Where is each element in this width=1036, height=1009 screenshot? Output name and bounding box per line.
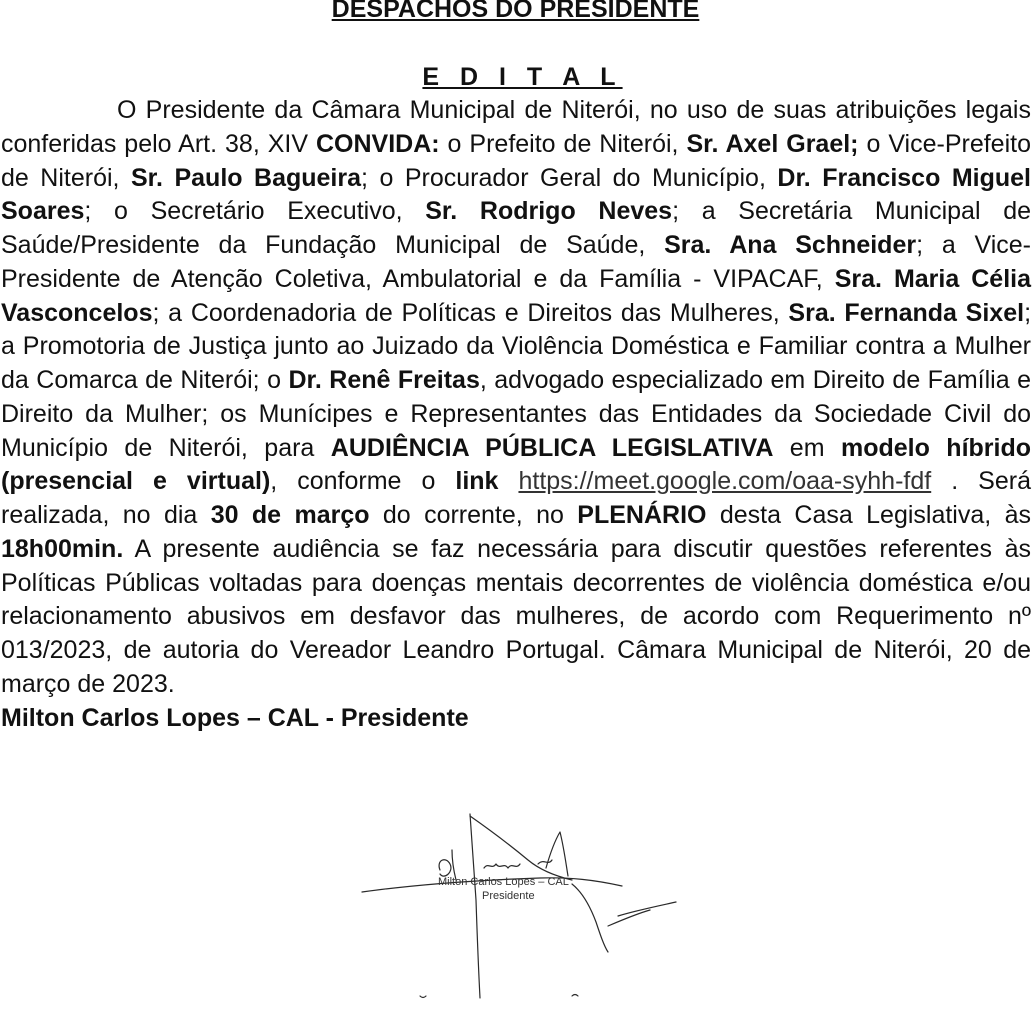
text-segment: . Será realizada, no dia [1,467,1031,529]
signature-block [360,810,690,1004]
text-segment: o Vice-Prefeito de Niterói, [1,129,1031,192]
meeting-link[interactable]: https://meet.google.com/oaa-syhh-fdf [518,467,932,496]
bold-segment: AUDIÊNCIA PÚBLICA LEGISLATIVA [330,433,774,462]
text-segment: , advogado especializado em Direito de Família e Direito da Mulher; os Munícipes e Representantes das Entidades da Sociedade Civil do Município de Niterói, para [1,366,1032,462]
closing-signatory: Milton Carlos Lopes – CAL - Presidente [1,703,469,732]
bold-segment: Sr. Axel Grael; [686,129,859,158]
edital-heading: E D I T A L [422,63,623,91]
bold-segment: modelo híbrido (presencial e virtual) [1,433,1032,496]
text-segment: do corrente, no [369,501,578,529]
bold-segment: PLENÁRIO [577,501,707,529]
bold-segment: Sra. Maria Célia Vasconcelos [1,264,1031,327]
text-segment: o Prefeito de Niterói, [439,129,687,158]
text-segment: A presente audiência se faz necessária para discutir questões referentes às Políticas Públicas voltadas para doenças mentais decorrentes de violência doméstica e/ou relacionamento abusivos em desfavor das mulheres, de acordo com Requerimento nº 013/2023, de autoria do Vereador Leandro Portugal. Câmara Municipal de Niterói, 20 de março de 2023. [1,534,1031,698]
bold-segment: Sra. Ana Schneider [664,231,917,259]
text-segment: desta Casa Legislativa, às [706,501,1031,529]
bold-segment: Dr. Francisco Miguel Soares [1,163,1031,226]
bold-segment: 30 de março [210,501,370,529]
bold-segment: Dr. Renê Freitas [288,366,480,394]
bold-segment: 18h00min. [1,534,124,563]
text-segment: ; a Coordenadoria de Políticas e Direitos das Mulheres, [152,298,789,327]
text-segment: , conforme o [270,467,456,496]
text-segment: ; o Secretário Executivo, [84,197,426,226]
bold-segment: CONVIDA: [315,129,440,158]
bold-segment: Sr. Paulo Bagueira [131,163,362,192]
text-segment: ; a Secretária Municipal de Saúde/Presidente da Fundação Municipal de Saúde, [1,197,1032,259]
text-segment: ; a Promotoria de Justiça junto ao Juizado da Violência Doméstica e Familiar contra a Mulher da Comarca de Niterói; o [1,298,1032,394]
bold-segment: Sr. Rodrigo Neves [425,197,673,226]
text-segment: O Presidente da Câmara Municipal de Niterói, no uso de suas atribuições legais conferidas pelo Art. 38, XIV [1,96,1031,158]
signature-name: Milton Carlos Lopes – CAL [438,876,569,888]
handwritten-signature [360,810,690,1004]
text-segment: em [773,433,841,462]
text-segment: ; a Vice-Presidente de Atenção Coletiva, Ambulatorial e da Família - VIPACAF, [1,231,1032,293]
bold-segment: Sra. Fernanda Sixel [788,298,1025,327]
text-segment: ; o Procurador Geral do Município, [361,163,778,192]
edital-body [1,94,1031,735]
section-title: DESPACHOS DO PRESIDENTE [331,0,700,23]
bold-segment: link [455,467,499,496]
signature-role: Presidente [482,890,535,902]
